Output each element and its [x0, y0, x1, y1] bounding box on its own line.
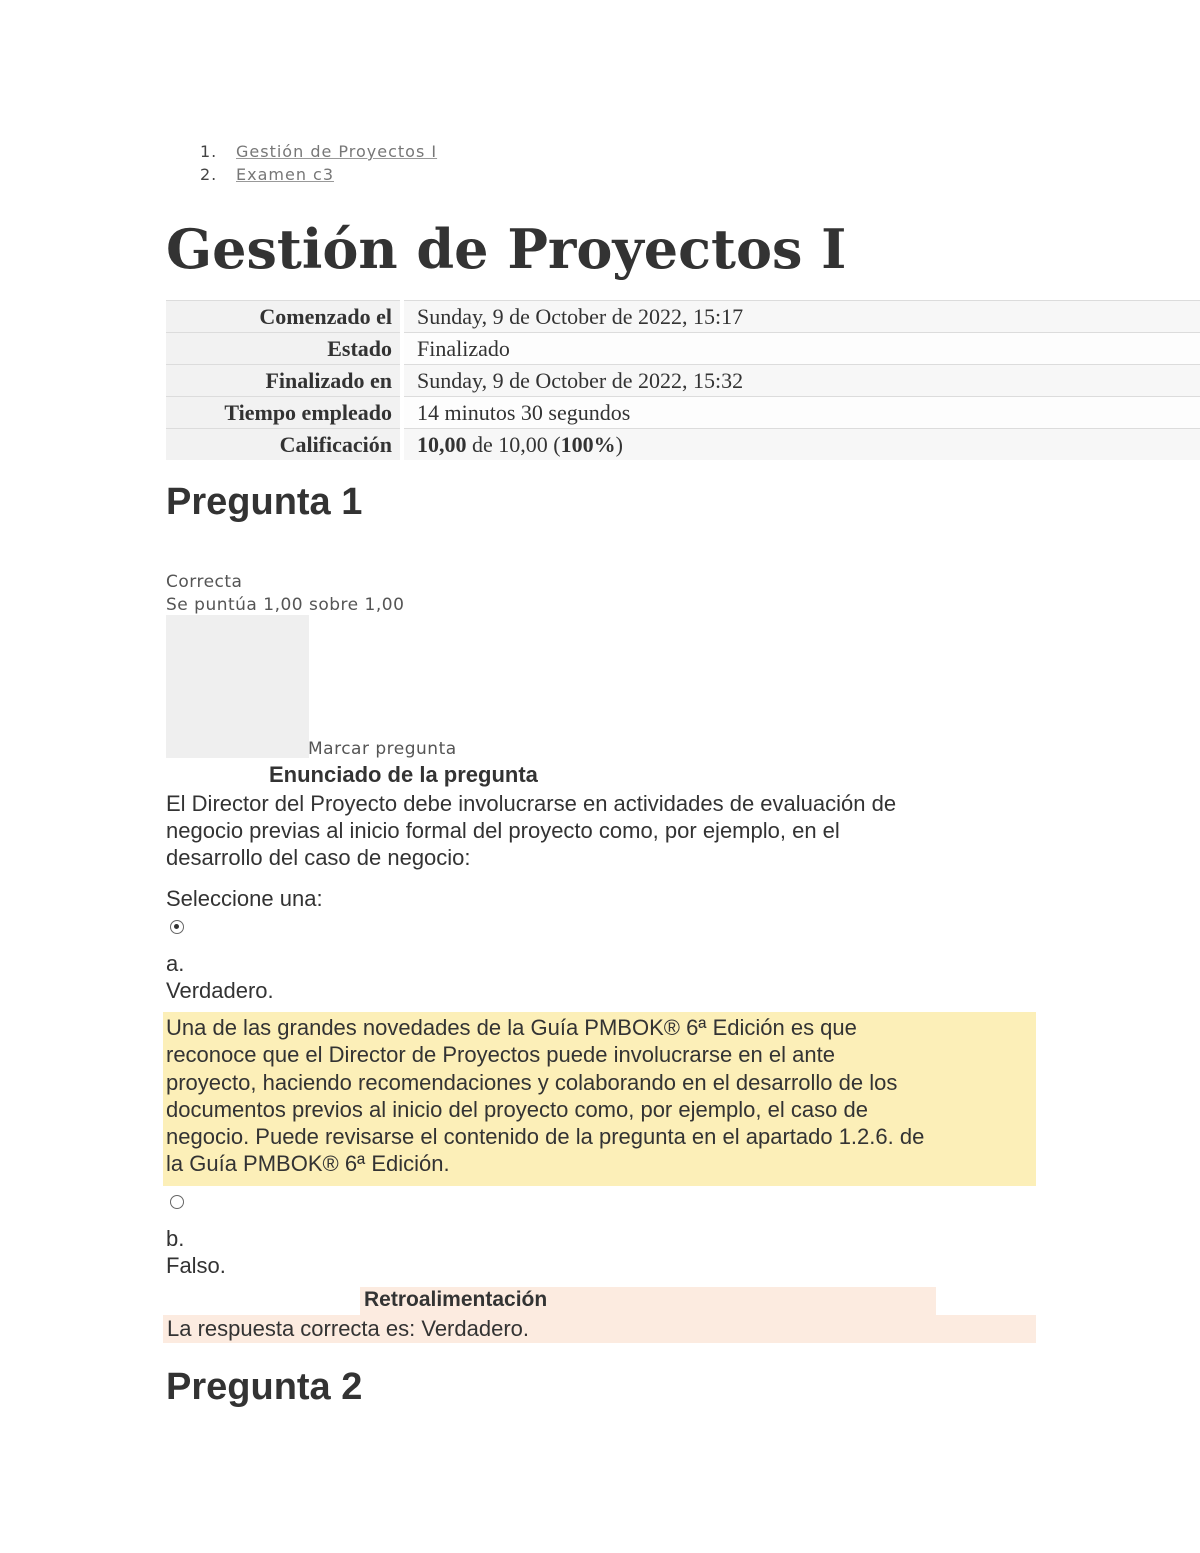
attempt-summary-table: [166, 300, 1200, 460]
question-1-score: Se puntúa 1,00 sobre 1,00: [166, 595, 405, 615]
summary-value: Sunday, 9 de October de 2022, 15:17: [402, 301, 1200, 333]
page-title: Gestión de Proyectos I: [166, 217, 847, 281]
summary-row-grade: [166, 429, 1200, 461]
summary-row-state: [166, 333, 1200, 365]
option-a-feedback: [163, 1012, 1036, 1186]
option-b-letter: b.: [166, 1226, 185, 1251]
summary-label: Calificación: [166, 429, 402, 461]
feedback-line: la Guía PMBOK® 6ª Edición.: [166, 1151, 450, 1177]
question-stem-line: desarrollo del caso de negocio:: [166, 845, 471, 870]
summary-row-finished: [166, 365, 1200, 397]
breadcrumb-link-exam[interactable]: Examen c3: [236, 165, 335, 184]
feedback-line: Una de las grandes novedades de la Guía PMBOK® 6ª Edición es que: [166, 1015, 857, 1040]
question-1-status: Correcta: [166, 572, 243, 592]
feedback-line: documentos previos al inicio del proyecto como, por ejemplo, el caso de: [166, 1096, 868, 1122]
option-b-text[interactable]: Falso.: [166, 1253, 226, 1278]
question-2-heading: Pregunta 2: [166, 1366, 363, 1408]
grade-mid: de 10,00 (: [466, 431, 561, 457]
summary-value-grade: [402, 429, 1200, 461]
option-b-radio[interactable]: [170, 1195, 184, 1209]
question-stem-line: negocio previas al inicio formal del proyecto como, por ejemplo, en el: [166, 818, 840, 843]
feedback-line: proyecto, haciendo recomendaciones y colaborando en el desarrollo de los: [166, 1069, 898, 1095]
question-1-heading: Pregunta 1: [166, 481, 363, 523]
summary-label: Estado: [166, 333, 402, 365]
flag-question-link[interactable]: Marcar pregunta: [308, 739, 457, 759]
breadcrumb-item-exam: [200, 163, 437, 186]
summary-label: Finalizado en: [166, 365, 402, 397]
general-feedback-title: Retroalimentación: [364, 1288, 548, 1311]
grade-score: 10,00: [417, 431, 467, 457]
correct-answer: La respuesta correcta es: Verdadero.: [163, 1315, 1036, 1343]
option-a-text[interactable]: Verdadero.: [166, 978, 274, 1003]
option-a-letter: a.: [166, 951, 185, 976]
breadcrumb-number: 2.: [200, 165, 218, 184]
summary-value: Sunday, 9 de October de 2022, 15:32: [402, 365, 1200, 397]
breadcrumb: [200, 140, 437, 186]
flag-question-box[interactable]: [166, 615, 309, 758]
grade-percent: 100%: [560, 431, 616, 457]
summary-label: Comenzado el: [166, 301, 402, 333]
summary-label: Tiempo empleado: [166, 397, 402, 429]
question-stem-title: Enunciado de la pregunta: [269, 762, 538, 787]
feedback-line: negocio. Puede revisarse el contenido de la pregunta en el apartado 1.2.6. de: [166, 1124, 925, 1150]
grade-end: ): [615, 431, 623, 457]
option-a-radio[interactable]: [170, 920, 184, 934]
breadcrumb-item-course: [200, 140, 437, 163]
question-stem-line: El Director del Proyecto debe involucrarse en actividades de evaluación de: [166, 791, 897, 816]
summary-value: Finalizado: [402, 333, 1200, 365]
summary-value: 14 minutos 30 segundos: [402, 397, 1200, 429]
summary-row-started: [166, 301, 1200, 333]
question-stem: [166, 790, 896, 871]
breadcrumb-number: 1.: [200, 142, 218, 161]
feedback-line: reconoce que el Director de Proyectos puede involucrarse en el ante: [166, 1042, 835, 1068]
select-prompt: Seleccione una:: [166, 886, 323, 911]
breadcrumb-link-course[interactable]: Gestión de Proyectos I: [236, 142, 438, 161]
summary-row-time: [166, 397, 1200, 429]
